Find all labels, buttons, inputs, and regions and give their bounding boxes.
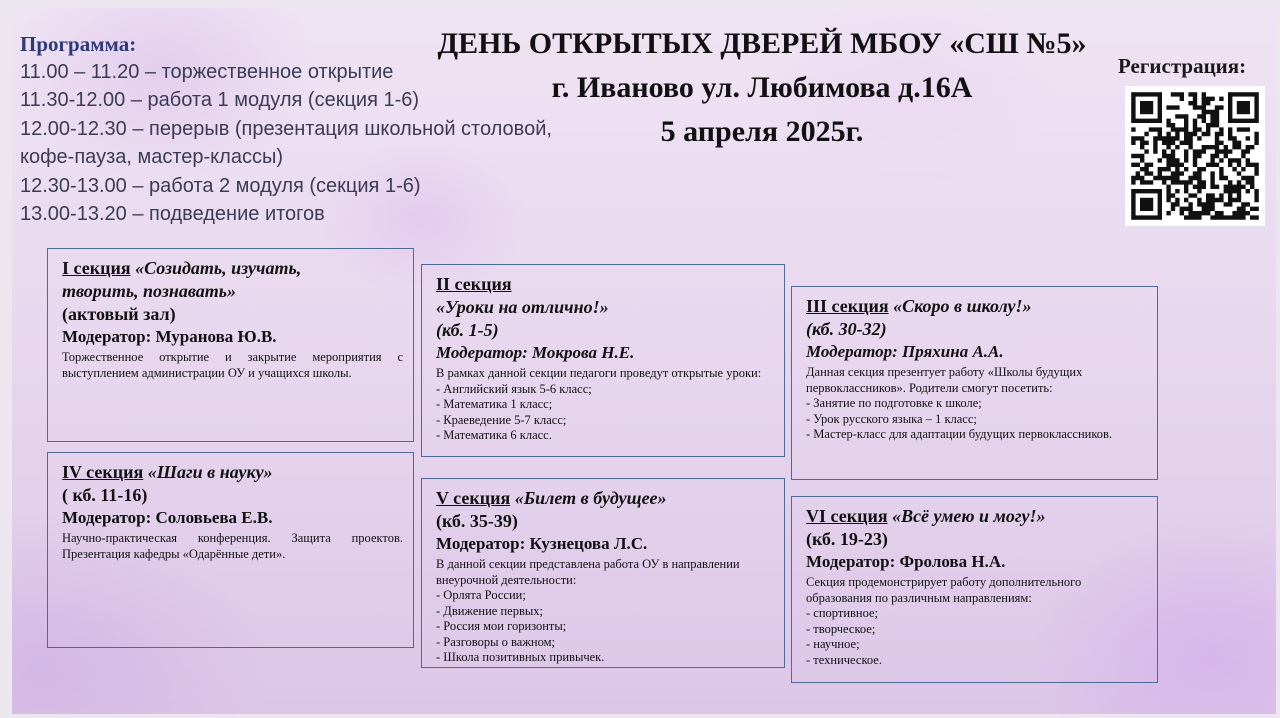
section-3-title: «Скоро в школу!»	[893, 296, 1032, 316]
list-item: - Орлята России;	[436, 588, 526, 602]
section-6-card	[791, 496, 1158, 683]
section-2-number: II секция	[436, 274, 512, 294]
section-3-card	[791, 286, 1158, 480]
list-item: - Урок русского языка – 1 класс;	[806, 411, 977, 426]
section-4-description: Научно-практическая конференция. Защита проектов. Презентация кафедры «Одарённые дети».	[62, 531, 403, 561]
section-6-list	[806, 606, 1147, 668]
section-3-moderator: Модератор: Пряхина А.А.	[806, 342, 1004, 361]
section-4-moderator: Модератор: Соловьева Е.В.	[62, 508, 273, 527]
list-item: - научное;	[806, 637, 860, 651]
section-3-heading	[806, 295, 1147, 318]
list-item: - Математика 6 класс.	[436, 428, 552, 442]
section-4-number: IV секция	[62, 462, 144, 482]
section-1-title-cont: творить, познавать»	[62, 281, 236, 301]
section-2-room: (кб. 1-5)	[436, 320, 499, 340]
section-1-heading	[62, 257, 403, 280]
section-1-title: «Созидать, изучать,	[135, 258, 302, 278]
list-item: - Мастер-класс для адаптации будущих первоклассников.	[806, 427, 1113, 441]
list-item: - спортивное;	[806, 606, 879, 620]
section-3-list	[806, 396, 1147, 443]
section-4-heading	[62, 461, 403, 484]
section-4-room: ( кб. 11-16)	[62, 485, 148, 505]
section-2-title: «Уроки на отлично!»	[436, 297, 609, 317]
section-2-card	[421, 264, 785, 457]
schedule-line: 12.30-13.00 – работа 2 модуля (секция 1-6)	[20, 174, 421, 197]
section-2-number-line	[436, 273, 774, 296]
title-line-address: г. Иваново ул. Любимова д.16А	[551, 71, 973, 104]
section-6-title: «Всё умею и могу!»	[892, 506, 1046, 526]
title-line-date: 5 апреля 2025г.	[660, 115, 864, 148]
schedule-line: кофе-пауза, мастер-классы)	[20, 146, 283, 169]
section-2-list	[436, 382, 774, 444]
page-title	[397, 22, 1127, 154]
section-1-moderator: Модератор: Муранова Ю.В.	[62, 327, 277, 346]
section-1-room: (актовый зал)	[62, 304, 176, 324]
section-6-description: Секция продемонстрирует работу дополнительного образования по различным направлениям:	[806, 575, 1082, 605]
section-5-number: V секция	[436, 488, 511, 508]
section-3-room: (кб. 30-32)	[806, 319, 887, 339]
poster	[12, 8, 1276, 714]
section-2-moderator: Модератор: Мокрова Н.Е.	[436, 343, 635, 362]
section-2-description: В рамках данной секции педагоги проведут открытые уроки:	[436, 366, 762, 380]
list-item: - Движение первых;	[436, 603, 543, 618]
list-item: - Английский язык 5-6 класс;	[436, 381, 592, 396]
list-item: - Краеведение 5-7 класс;	[436, 412, 567, 427]
qr-code-icon	[1125, 86, 1265, 226]
list-item: - Школа позитивных привычек.	[436, 650, 605, 664]
schedule-line: 12.00-12.30 – перерыв (презентация школьной столовой,	[20, 117, 552, 140]
list-item: - Разговоры о важном;	[436, 634, 556, 649]
registration-label: Регистрация:	[1118, 54, 1247, 78]
program-title: Программа:	[20, 32, 137, 56]
registration-qr-code[interactable]	[1125, 86, 1265, 226]
section-3-number: III секция	[806, 296, 889, 316]
section-6-number: VI секция	[806, 506, 888, 526]
list-item: - творческое;	[806, 621, 876, 636]
list-item: - Занятие по подготовке к школе;	[806, 396, 982, 410]
section-5-card	[421, 478, 785, 668]
section-4-title: «Шаги в науку»	[147, 462, 273, 482]
section-5-heading	[436, 487, 774, 510]
section-4-card	[47, 452, 414, 648]
section-5-list	[436, 588, 774, 666]
section-5-description: В данной секции представлена работа ОУ в направлении внеурочной деятельности:	[436, 557, 740, 587]
section-3-description: Данная секция презентует работу «Школы будущих первоклассников». Родители смогут посетить:	[806, 365, 1083, 395]
section-6-heading	[806, 505, 1147, 528]
list-item: - Математика 1 класс;	[436, 397, 553, 411]
section-1-number: I секция	[62, 258, 131, 278]
list-item: - техническое.	[806, 652, 882, 667]
section-6-moderator: Модератор: Фролова Н.А.	[806, 552, 1006, 571]
section-5-room: (кб. 35-39)	[436, 511, 518, 531]
section-1-card	[47, 248, 414, 442]
section-6-room: (кб. 19-23)	[806, 529, 888, 549]
section-5-title: «Билет в будущее»	[514, 488, 667, 508]
schedule-line: 13.00-13.20 – подведение итогов	[20, 203, 325, 226]
schedule-line: 11.30-12.00 – работа 1 модуля (секция 1-6)	[20, 89, 420, 112]
section-1-description: Торжественное открытие и закрытие мероприятия с выступлением администрации ОУ и учащихся школы.	[62, 350, 403, 380]
section-5-moderator: Модератор: Кузнецова Л.С.	[436, 534, 648, 553]
title-line-event: ДЕНЬ ОТКРЫТЫХ ДВЕРЕЙ МБОУ «СШ №5»	[437, 27, 1087, 60]
list-item: - Россия мои горизонты;	[436, 619, 567, 633]
schedule-line: 11.00 – 11.20 – торжественное открытие	[20, 61, 394, 83]
